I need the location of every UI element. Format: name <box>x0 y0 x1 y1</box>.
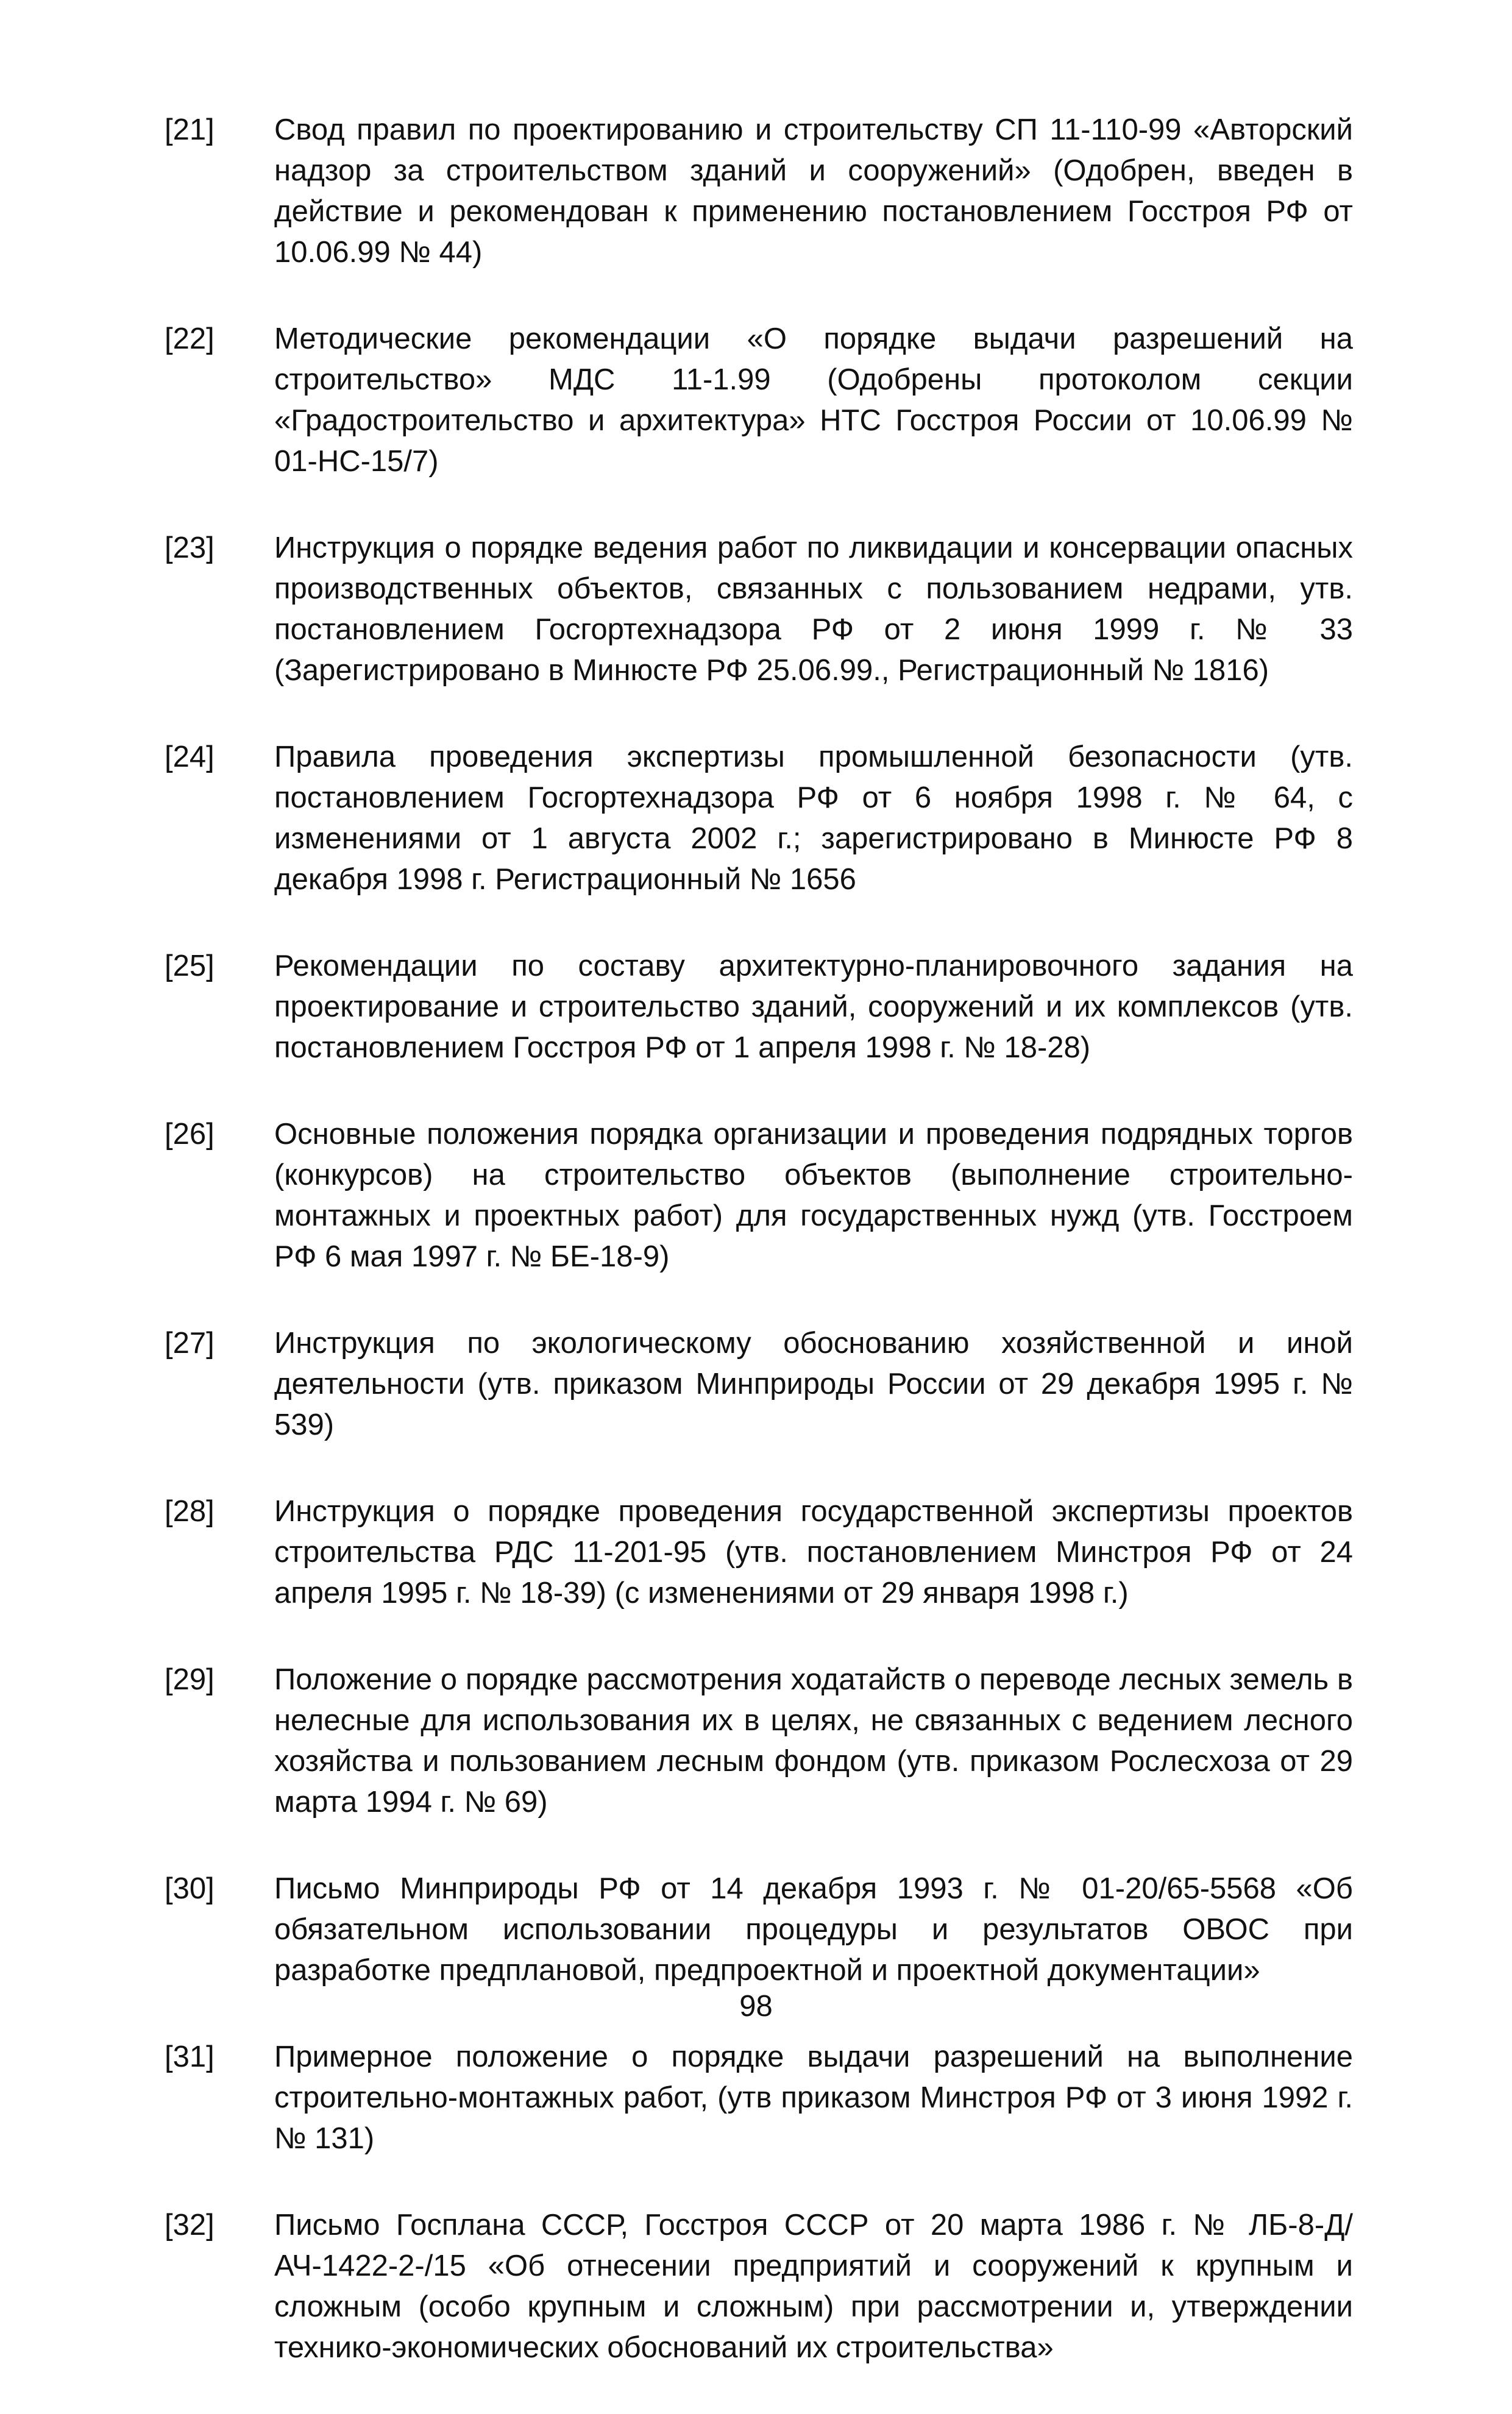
reference-item <box>165 946 1353 1068</box>
reference-number: [29] <box>165 1663 215 1696</box>
reference-item <box>165 319 1353 482</box>
reference-item <box>165 1660 1353 1823</box>
reference-number: [30] <box>165 1872 215 1905</box>
reference-number: [23] <box>165 531 215 564</box>
reference-number: [28] <box>165 1495 215 1528</box>
page-number: 98 <box>739 1990 773 2023</box>
reference-number: [21] <box>165 113 215 146</box>
reference-text: Инструкция по экологическому обоснованию хозяйственной и иной деятельности (утв. приказом Минприроды России от 29 декабря 1995 г. № 539) <box>274 1327 1353 1441</box>
reference-item <box>165 110 1353 273</box>
reference-item <box>165 528 1353 691</box>
reference-text: Рекомендации по составу архитектурно-планировочного задания на проектирование и строительство зданий, сооружений и их комплексов (утв. постановлением Госстроя РФ от 1 апреля 1998 г. № 18-28) <box>274 950 1353 1064</box>
reference-number: [31] <box>165 2040 215 2073</box>
reference-text: Правила проведения экспертизы промышленной безопасности (утв. постановлением Госгортехнадзора РФ от 6 ноября 1998 г. № 64, с изменениями от 1 августа 2002 г.; зарегистрировано в Минюсте РФ 8 декабря 1998 г. Регистрационный № 1656 <box>274 740 1353 896</box>
reference-text: Письмо Госплана СССР, Госстроя СССР от 20 марта 1986 г. № ЛБ-8-Д/АЧ-1422-2-/15 «Об отнесении предприятий и сооружений к крупным и сложным (особо крупным и сложным) при рассмотрении и, утверждении технико-экономических обоснований их строительства» <box>274 2209 1353 2364</box>
reference-item <box>165 2037 1353 2159</box>
reference-number: [32] <box>165 2209 215 2242</box>
reference-text: Основные положения порядка организации и проведения подрядных торгов (конкурсов) на строительство объектов (выполнение строительно-монтажных и проектных работ) для государственных нужд (утв. Госстроем РФ 6 мая 1997 г. № БЕ-18-9) <box>274 1118 1353 1273</box>
reference-text: Инструкция о порядке проведения государственной экспертизы проектов строительства РДС 11-201-95 (утв. постановлением Минстроя РФ от 24 апреля 1995 г. № 18-39) (с изменениями от 29 января 1998 г.) <box>274 1495 1353 1610</box>
reference-item <box>165 2205 1353 2368</box>
reference-text: Свод правил по проектированию и строительству СП 11-110-99 «Авторский надзор за строительством зданий и сооружений» (Одобрен, введен в действие и рекомендован к применению постановлением Госстроя РФ от 10.06.99 № 44) <box>274 113 1353 269</box>
reference-text: Методические рекомендации «О порядке выдачи разрешений на строительство» МДС 11-1.99 (Одобрены протоколом секции «Градостроительство и архитектура» НТС Госстроя России от 10.06.99 № 01-НС-15/7) <box>274 322 1353 478</box>
reference-number: [26] <box>165 1118 215 1151</box>
reference-item <box>165 1869 1353 1991</box>
reference-item <box>165 1491 1353 1614</box>
reference-number: [25] <box>165 950 215 982</box>
reference-item <box>165 1114 1353 1277</box>
reference-text: Примерное положение о порядке выдачи разрешений на выполнение строительно-монтажных работ, (утв приказом Минстроя РФ от 3 июня 1992 г. № 131) <box>274 2040 1353 2155</box>
reference-text: Положение о порядке рассмотрения ходатайств о переводе лесных земель в нелесные для использования их в целях, не связанных с ведением лесного хозяйства и пользованием лесным фондом (утв. приказом Рослесхоза от 29 марта 1994 г. № 69) <box>274 1663 1353 1819</box>
reference-item <box>165 1323 1353 1446</box>
reference-number: [24] <box>165 740 215 773</box>
reference-text: Письмо Минприроды РФ от 14 декабря 1993 г. № 01-20/65-5568 «Об обязательном использовании процедуры и результатов ОВОС при разработке предплановой, предпроектной и проектной документации» <box>274 1872 1353 1987</box>
reference-text: Инструкция о порядке ведения работ по ликвидации и консервации опасных производственных объектов, связанных с пользованием недрами, утв. постановлением Госгортехнадзора РФ от 2 июня 1999 г. № 33 (Зарегистрировано в Минюсте РФ 25.06.99., Регистрационный № 1816) <box>274 531 1353 687</box>
reference-number: [27] <box>165 1327 215 1360</box>
reference-number: [22] <box>165 322 215 355</box>
reference-list <box>165 110 1353 2414</box>
reference-item <box>165 737 1353 900</box>
